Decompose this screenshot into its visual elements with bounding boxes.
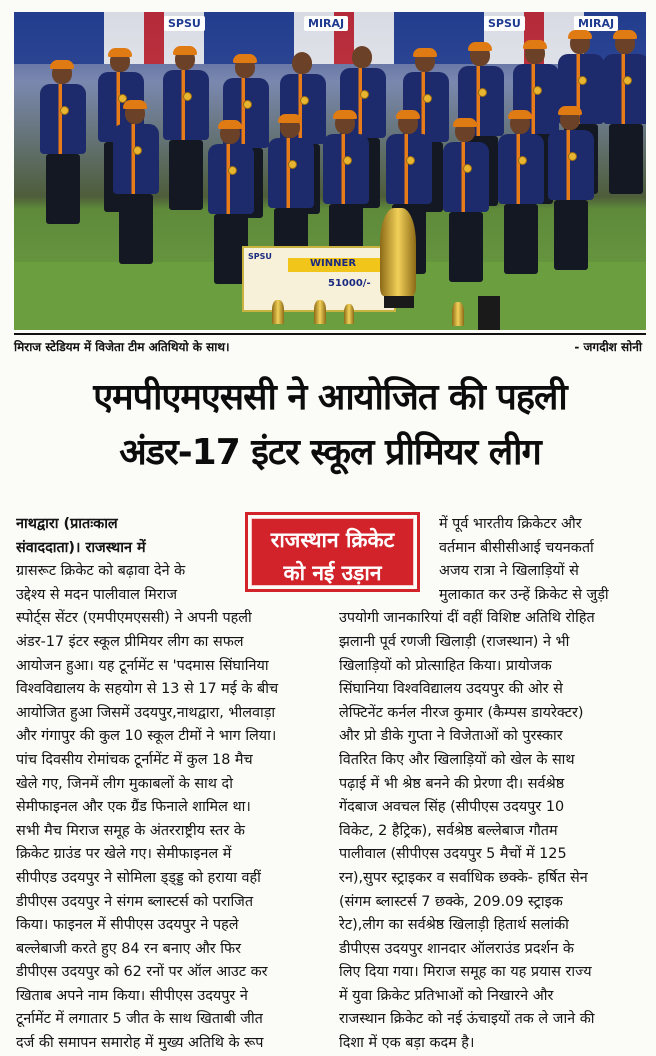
player-cap: [568, 30, 592, 39]
player-medal: [60, 106, 69, 115]
headline-line: अंडर-17 इंटर स्कूल प्रीमियर लीग: [119, 432, 541, 473]
player-legs: [554, 200, 588, 270]
player-body: [40, 84, 86, 154]
banner-logo: MIRAJ: [574, 16, 618, 31]
player-cap: [508, 110, 532, 119]
article-line: उद्देश्य से मदन पालीवाल मिराज: [16, 586, 178, 603]
small-trophy-icon: [272, 300, 284, 324]
banner-logo: SPSU: [484, 16, 525, 31]
article-line: में युवा क्रिकेट प्रतिभाओं को निखारने और: [339, 987, 554, 1004]
article-line: सेमीफाइनल और एक ग्रैंड फिनाले शामिल था।: [16, 799, 251, 816]
article-line: सभी मैच मिराज समूह के अंतरराष्ट्रीय स्तर के: [16, 822, 245, 839]
article-line: रेट),लीग का सर्वश्रेष्ठ खिलाड़ी हितार्थ सलांकी: [339, 917, 569, 934]
article-line: संवाददाता)। राजस्थान में: [16, 539, 146, 556]
photo-caption: [14, 333, 646, 357]
cheque-brand: SPSU: [248, 252, 272, 261]
player-cap: [173, 46, 197, 55]
player-medal: [423, 94, 432, 103]
article-line: में पूर्व भारतीय क्रिकेटर और: [439, 516, 582, 532]
article-column-right: [339, 513, 645, 1056]
article-line: अजय रात्रा ने खिलाड़ियों से: [439, 563, 579, 580]
article-line: नाथद्वारा (प्रातःकाल: [16, 516, 118, 532]
player-body: [113, 124, 159, 194]
player-medal: [360, 90, 369, 99]
article-line: खिलाड़ियों को प्रोत्साहित किया। प्रायोजक: [339, 657, 552, 674]
article-line: और गंगापुर की कुल 10 स्कूल टीमों ने भाग लिया।: [16, 728, 277, 745]
article-line: सीपीएड उदयपुर ने सोमिला ड्ड्ड्ड को हराया वहीं: [16, 869, 261, 886]
article-line: खिताब अपने नाम किया। सीपीएस उदयपुर ने: [16, 987, 248, 1004]
article-line: रन),सुपर स्ट्राइकर व सर्वाधिक छक्के- हर्षित सेन: [339, 869, 588, 886]
player-body: [548, 130, 594, 200]
player-legs: [609, 124, 643, 194]
player-medal: [288, 160, 297, 169]
article-line: विश्वविद्यालय के सहयोग से 13 से 17 मई के बीच: [16, 681, 279, 698]
player-body: [386, 134, 432, 204]
photo-credit: - जगदीश सोनी: [574, 340, 642, 354]
player-cap: [453, 118, 477, 127]
article-line: वितरित किए और खिलाड़ियों को खेल के साथ: [339, 751, 575, 768]
player-body: [443, 142, 489, 212]
player-legs: [169, 140, 203, 210]
player-legs: [119, 194, 153, 264]
trophy-icon: [380, 208, 416, 296]
headline-line: एमपीएमएससी ने आयोजित की पहली: [93, 377, 567, 418]
article-line: पांच दिवसीय रोमांचक टूर्नामेंट में कुल 18 मैच: [16, 751, 253, 768]
player-cap: [108, 48, 132, 57]
article-line: विकेट, 2 हैट्रिक), सर्वश्रेष्ठ बल्लेबाज गौतम: [339, 822, 558, 839]
player-medal: [343, 156, 352, 165]
article-line: क्रिकेट ग्राउंड पर खेले गए। सेमीफाइनल में: [16, 846, 232, 863]
player-body: [163, 70, 209, 140]
article-line: डीपीएस उदयपुर को 62 रनों पर ऑल आउट कर: [16, 964, 268, 981]
article-line: दिशा में एक बड़ा कदम है।: [339, 1035, 475, 1052]
article-line: सिंघानिया विश्वविद्यालय उदयपुर की ओर से: [339, 681, 563, 698]
banner-logo: MIRAJ: [304, 16, 348, 31]
player-cap: [413, 48, 437, 57]
article-line: खेले गए, जिनमें लीग मुकाबलों के साथ दो: [16, 775, 233, 792]
article-line: डीपीएस उदयपुर ने संगम ब्लास्टर्स को पराजित: [16, 893, 254, 910]
player-legs: [46, 154, 80, 224]
article-line: किया। फाइनल में सीपीएस उदयपुर ने पहले: [16, 917, 239, 934]
article-line: आयोजन हुआ। यह टूर्नामेंट स 'पदमास सिंघानिया: [16, 657, 269, 674]
player-medal: [568, 152, 577, 161]
article-line: पढ़ाई में भी श्रेष्ठ बनने की प्रेरणा दी। सर्वश्रेष्ठ: [339, 775, 565, 792]
player-medal: [463, 164, 472, 173]
caption-text: मिराज स्टेडियम में विजेता टीम अतिथियो के साथ।: [14, 340, 230, 354]
player-medal: [183, 92, 192, 101]
player-medal: [133, 146, 142, 155]
player-legs: [504, 204, 538, 274]
article-line: स्पोर्ट्स सेंटर (एमपीएमएससी) ने अपनी पहली: [16, 610, 252, 627]
player-medal: [518, 156, 527, 165]
player-medal: [228, 166, 237, 175]
article-line: गेंदबाज अवचल सिंह (सीपीएस उदयपुर 10: [339, 799, 565, 816]
player-cap: [333, 110, 357, 119]
article-column-left: [16, 513, 316, 1056]
banner-logo: SPSU: [164, 16, 205, 31]
player-legs: [449, 212, 483, 282]
player-medal: [623, 76, 632, 85]
player-medal: [478, 88, 487, 97]
player-cap: [396, 110, 420, 119]
small-trophy-icon: [314, 300, 326, 324]
player-body: [603, 54, 646, 124]
player-body: [498, 134, 544, 204]
article-line: और प्रो डीके गुप्ता ने विजेताओं को पुरस्कार: [339, 728, 563, 745]
headline: [14, 370, 646, 480]
article-line: लेफ्टिनेंट कर्नल नीरज कुमार (कैम्पस डायरेक्टर): [339, 704, 584, 721]
article-line: मुलाकात कर उन्हें क्रिकेट से जुड़ी: [439, 586, 609, 603]
article-line: पालीवाल (सीपीएस उदयपुर 5 मैचों में 125: [339, 846, 567, 863]
callout-line: को नई उड़ान: [283, 561, 382, 585]
player-body: [208, 144, 254, 214]
player-medal: [406, 156, 415, 165]
player-cap: [613, 30, 637, 39]
trophy-base: [384, 296, 414, 308]
article-line: झलानी पूर्व रणजी खिलाड़ी (राजस्थान) ने भी: [339, 633, 570, 650]
article-line: आयोजित हुआ जिसमें उदयपुर,नाथद्वारा, भीलवाड़ा: [16, 704, 276, 721]
article-line: उपयोगी जानकारियां दीं वहीं विशिष्ट अतिथि रोहित: [339, 610, 595, 627]
player-cap: [218, 120, 242, 129]
player-head: [292, 52, 312, 74]
article-line: लिए दिया गया। मिराज समूह का यह प्रयास राज्य: [339, 964, 592, 981]
article-line: डीपीएस उदयपुर शानदार ऑलराउंड प्रदर्शन के: [339, 940, 574, 957]
callout-frame: [251, 518, 414, 586]
cheque-winner-label: WINNER: [310, 258, 357, 269]
player-medal: [533, 86, 542, 95]
callout-box: [245, 512, 420, 592]
article-line: बल्लेबाजी करते हुए 84 रन बनाए और फिर: [16, 940, 241, 957]
player-medal: [300, 96, 309, 105]
article-line: राजस्थान क्रिकेट को नई ऊंचाइयों तक ले जाने की: [339, 1011, 595, 1028]
player-body: [323, 134, 369, 204]
cheque-amount: 51000/-: [328, 278, 371, 289]
article-line: दर्ज की समापन समारोह में मुख्य अतिथि के रूप: [16, 1035, 264, 1052]
player-head: [352, 46, 372, 68]
player-medal: [578, 76, 587, 85]
player-cap: [50, 60, 74, 69]
player-body: [268, 138, 314, 208]
callout-line: राजस्थान क्रिकेट: [270, 528, 395, 552]
article-line: टूर्नामेंट में लगातार 5 जीत के साथ खिताबी जीत: [16, 1011, 263, 1028]
article-line: ग्रासरूट क्रिकेट को बढ़ावा देने के: [16, 563, 186, 580]
article-line: (संगम ब्लास्टर्स 7 छक्के, 209.09 स्ट्राइक: [339, 893, 563, 910]
player-cap: [233, 54, 257, 63]
player-medal: [243, 100, 252, 109]
team-photo: [14, 12, 646, 330]
article-line: वर्तमान बीसीसीआई चयनकर्ता: [439, 539, 594, 556]
award-plaque: [478, 296, 500, 330]
player-cap: [523, 40, 547, 49]
player-cap: [278, 114, 302, 123]
player-cap: [558, 106, 582, 115]
player-cap: [123, 100, 147, 109]
small-trophy-icon: [452, 302, 464, 326]
article-line: अंडर-17 इंटर स्कूल प्रीमियर लीग का सफल: [16, 633, 244, 650]
small-trophy-icon: [344, 304, 354, 324]
player-cap: [468, 42, 492, 51]
